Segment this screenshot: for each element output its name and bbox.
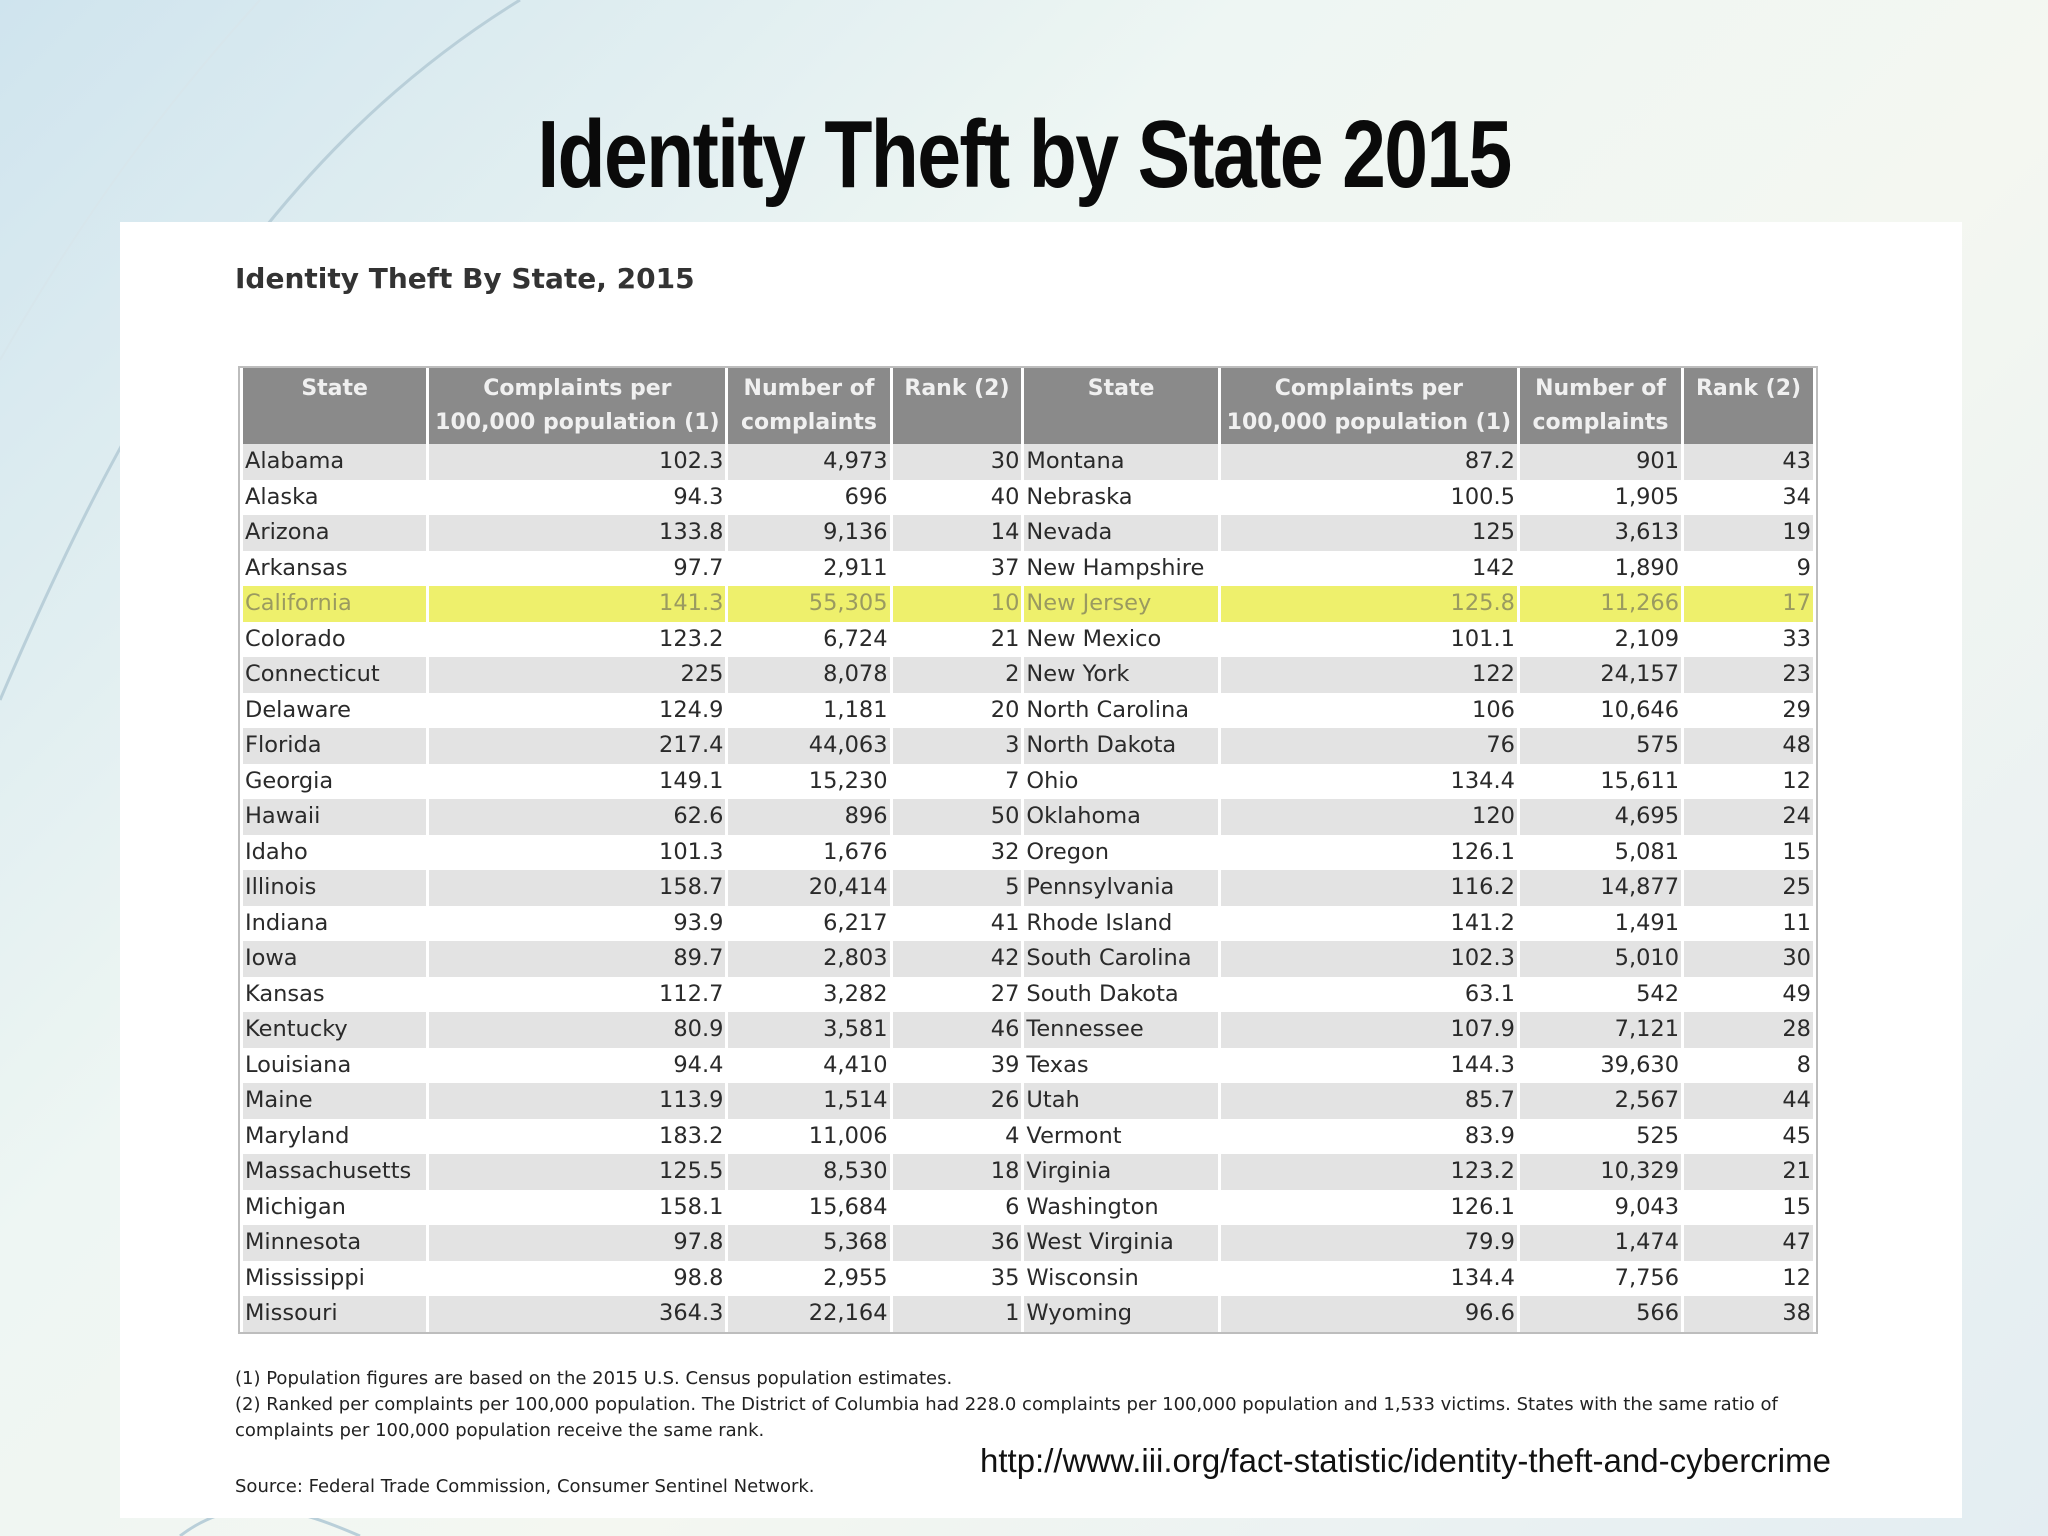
cell-complaint-count-right: 3,613 [1520, 515, 1681, 551]
cell-state-right: New Jersey [1024, 586, 1217, 622]
cell-complaints-rate-right: 141.2 [1221, 906, 1517, 942]
cell-complaint-count-left: 9,136 [728, 515, 889, 551]
cell-state-right: Nevada [1024, 515, 1217, 551]
cell-state-right: New York [1024, 657, 1217, 693]
cell-complaints-rate-right: 106 [1221, 693, 1517, 729]
cell-state-right: Wyoming [1024, 1296, 1217, 1332]
cell-rank-left: 14 [893, 515, 1022, 551]
table-row [243, 906, 1813, 942]
cell-rank-right: 30 [1684, 941, 1813, 977]
cell-rank-right: 28 [1684, 1012, 1813, 1048]
cell-rank-left: 1 [893, 1296, 1022, 1332]
cell-complaints-rate-right: 134.4 [1221, 1261, 1517, 1297]
cell-complaint-count-right: 39,630 [1520, 1048, 1681, 1084]
cell-rank-left: 10 [893, 586, 1022, 622]
cell-rank-left: 46 [893, 1012, 1022, 1048]
table-row [243, 586, 1813, 622]
cell-complaint-count-left: 4,410 [728, 1048, 889, 1084]
col-header-rank-right: Rank (2) [1684, 368, 1813, 444]
cell-rank-right: 11 [1684, 906, 1813, 942]
cell-rank-right: 23 [1684, 657, 1813, 693]
cell-complaints-rate-right: 116.2 [1221, 870, 1517, 906]
cell-state-right: Tennessee [1024, 1012, 1217, 1048]
cell-complaint-count-left: 44,063 [728, 728, 889, 764]
cell-complaints-rate-left: 217.4 [429, 728, 725, 764]
cell-complaint-count-right: 1,474 [1520, 1225, 1681, 1261]
cell-state-left: Florida [243, 728, 426, 764]
table-row [243, 444, 1813, 480]
cell-rank-left: 37 [893, 551, 1022, 587]
cell-complaint-count-left: 20,414 [728, 870, 889, 906]
table-row [243, 1190, 1813, 1226]
cell-rank-right: 33 [1684, 622, 1813, 658]
cell-rank-right: 15 [1684, 835, 1813, 871]
cell-rank-right: 45 [1684, 1119, 1813, 1155]
cell-complaint-count-left: 896 [728, 799, 889, 835]
cell-complaint-count-right: 525 [1520, 1119, 1681, 1155]
cell-complaint-count-right: 9,043 [1520, 1190, 1681, 1226]
cell-state-right: Texas [1024, 1048, 1217, 1084]
cell-complaint-count-left: 22,164 [728, 1296, 889, 1332]
cell-complaints-rate-left: 149.1 [429, 764, 725, 800]
cell-complaint-count-right: 2,567 [1520, 1083, 1681, 1119]
cell-complaints-rate-left: 123.2 [429, 622, 725, 658]
cell-complaints-rate-left: 97.7 [429, 551, 725, 587]
cell-state-left: Alaska [243, 480, 426, 516]
cell-state-right: Ohio [1024, 764, 1217, 800]
cell-complaints-rate-right: 123.2 [1221, 1154, 1517, 1190]
cell-rank-right: 15 [1684, 1190, 1813, 1226]
cell-rank-right: 44 [1684, 1083, 1813, 1119]
cell-state-left: Arkansas [243, 551, 426, 587]
cell-rank-left: 2 [893, 657, 1022, 693]
cell-complaints-rate-left: 93.9 [429, 906, 725, 942]
cell-state-right: Oklahoma [1024, 799, 1217, 835]
cell-complaint-count-right: 901 [1520, 444, 1681, 480]
cell-complaints-rate-right: 100.5 [1221, 480, 1517, 516]
cell-complaints-rate-left: 94.4 [429, 1048, 725, 1084]
cell-complaints-rate-right: 134.4 [1221, 764, 1517, 800]
cell-complaint-count-right: 24,157 [1520, 657, 1681, 693]
cell-complaint-count-right: 11,266 [1520, 586, 1681, 622]
cell-complaint-count-right: 7,756 [1520, 1261, 1681, 1297]
cell-state-left: Missouri [243, 1296, 426, 1332]
cell-rank-left: 4 [893, 1119, 1022, 1155]
cell-state-left: Kansas [243, 977, 426, 1013]
cell-complaints-rate-left: 94.3 [429, 480, 725, 516]
cell-state-left: Colorado [243, 622, 426, 658]
cell-complaint-count-left: 8,530 [728, 1154, 889, 1190]
cell-complaint-count-right: 566 [1520, 1296, 1681, 1332]
cell-complaints-rate-left: 62.6 [429, 799, 725, 835]
cell-rank-left: 42 [893, 941, 1022, 977]
cell-state-left: Illinois [243, 870, 426, 906]
cell-complaints-rate-right: 101.1 [1221, 622, 1517, 658]
cell-complaints-rate-left: 364.3 [429, 1296, 725, 1332]
cell-complaint-count-left: 11,006 [728, 1119, 889, 1155]
cell-complaints-rate-left: 80.9 [429, 1012, 725, 1048]
cell-complaint-count-left: 1,514 [728, 1083, 889, 1119]
identity-theft-table [238, 366, 1818, 1334]
table-row [243, 870, 1813, 906]
cell-complaint-count-right: 1,491 [1520, 906, 1681, 942]
cell-complaints-rate-left: 183.2 [429, 1119, 725, 1155]
cell-state-left: Idaho [243, 835, 426, 871]
cell-state-left: California [243, 586, 426, 622]
cell-complaint-count-right: 1,905 [1520, 480, 1681, 516]
cell-state-right: Virginia [1024, 1154, 1217, 1190]
cell-complaints-rate-right: 122 [1221, 657, 1517, 693]
cell-complaint-count-right: 5,010 [1520, 941, 1681, 977]
table-row [243, 480, 1813, 516]
cell-complaint-count-left: 3,581 [728, 1012, 889, 1048]
cell-complaint-count-left: 2,803 [728, 941, 889, 977]
table-row [243, 799, 1813, 835]
table-row [243, 728, 1813, 764]
table-row [243, 657, 1813, 693]
cell-rank-right: 19 [1684, 515, 1813, 551]
col-header-rank-left: Rank (2) [893, 368, 1022, 444]
cell-rank-left: 39 [893, 1048, 1022, 1084]
cell-complaint-count-right: 14,877 [1520, 870, 1681, 906]
cell-state-right: Washington [1024, 1190, 1217, 1226]
cell-rank-right: 12 [1684, 764, 1813, 800]
cell-state-right: Rhode Island [1024, 906, 1217, 942]
cell-complaint-count-right: 5,081 [1520, 835, 1681, 871]
cell-complaint-count-right: 10,329 [1520, 1154, 1681, 1190]
cell-rank-left: 7 [893, 764, 1022, 800]
cell-complaint-count-left: 2,955 [728, 1261, 889, 1297]
cell-state-left: Hawaii [243, 799, 426, 835]
cell-rank-right: 34 [1684, 480, 1813, 516]
cell-rank-left: 3 [893, 728, 1022, 764]
cell-complaints-rate-right: 126.1 [1221, 1190, 1517, 1226]
cell-complaints-rate-left: 113.9 [429, 1083, 725, 1119]
cell-complaint-count-right: 7,121 [1520, 1012, 1681, 1048]
table-header-row [243, 368, 1813, 444]
cell-state-left: Massachusetts [243, 1154, 426, 1190]
cell-state-left: Indiana [243, 906, 426, 942]
slide-title: Identity Theft by State 2015 [537, 101, 1511, 208]
table-row [243, 977, 1813, 1013]
cell-complaint-count-left: 15,684 [728, 1190, 889, 1226]
cell-complaints-rate-left: 133.8 [429, 515, 725, 551]
cell-complaints-rate-right: 125.8 [1221, 586, 1517, 622]
cell-rank-left: 41 [893, 906, 1022, 942]
col-header-state-left: State [243, 368, 426, 444]
cell-complaints-rate-right: 120 [1221, 799, 1517, 835]
col-header-complaints-rate-left: Complaints per 100,000 population (1) [429, 368, 725, 444]
cell-rank-left: 30 [893, 444, 1022, 480]
cell-complaint-count-right: 575 [1520, 728, 1681, 764]
table-row [243, 622, 1813, 658]
cell-complaint-count-left: 6,217 [728, 906, 889, 942]
cell-complaint-count-left: 1,676 [728, 835, 889, 871]
figure-panel [120, 222, 1962, 1518]
cell-rank-right: 48 [1684, 728, 1813, 764]
table-row [243, 941, 1813, 977]
footnotes [235, 1366, 1855, 1444]
cell-rank-left: 21 [893, 622, 1022, 658]
cell-complaint-count-left: 6,724 [728, 622, 889, 658]
cell-rank-left: 18 [893, 1154, 1022, 1190]
cell-state-right: North Carolina [1024, 693, 1217, 729]
cell-state-right: South Dakota [1024, 977, 1217, 1013]
cell-state-left: Kentucky [243, 1012, 426, 1048]
cell-rank-left: 27 [893, 977, 1022, 1013]
cell-state-right: New Hampshire [1024, 551, 1217, 587]
cell-state-right: Wisconsin [1024, 1261, 1217, 1297]
figure-heading: Identity Theft By State, 2015 [235, 262, 695, 295]
cell-state-right: Oregon [1024, 835, 1217, 871]
cell-state-left: Arizona [243, 515, 426, 551]
cell-state-left: Georgia [243, 764, 426, 800]
cell-complaint-count-left: 8,078 [728, 657, 889, 693]
cell-complaints-rate-right: 125 [1221, 515, 1517, 551]
cell-state-right: New Mexico [1024, 622, 1217, 658]
cell-state-left: Alabama [243, 444, 426, 480]
cell-complaints-rate-right: 96.6 [1221, 1296, 1517, 1332]
cell-complaints-rate-left: 98.8 [429, 1261, 725, 1297]
cell-rank-left: 36 [893, 1225, 1022, 1261]
cell-rank-left: 50 [893, 799, 1022, 835]
source-note: Source: Federal Trade Commission, Consumer Sentinel Network. [235, 1476, 815, 1497]
cell-state-left: Minnesota [243, 1225, 426, 1261]
cell-state-left: Maine [243, 1083, 426, 1119]
cell-complaints-rate-right: 87.2 [1221, 444, 1517, 480]
col-header-state-right: State [1024, 368, 1217, 444]
cell-complaint-count-left: 2,911 [728, 551, 889, 587]
cell-complaints-rate-right: 107.9 [1221, 1012, 1517, 1048]
cell-complaints-rate-right: 142 [1221, 551, 1517, 587]
cell-state-right: Montana [1024, 444, 1217, 480]
table-row [243, 1154, 1813, 1190]
cell-complaints-rate-left: 89.7 [429, 941, 725, 977]
cell-rank-right: 49 [1684, 977, 1813, 1013]
cell-complaints-rate-right: 144.3 [1221, 1048, 1517, 1084]
cell-state-right: North Dakota [1024, 728, 1217, 764]
cell-complaints-rate-left: 97.8 [429, 1225, 725, 1261]
cell-state-left: Mississippi [243, 1261, 426, 1297]
table-row [243, 1012, 1813, 1048]
cell-complaint-count-right: 15,611 [1520, 764, 1681, 800]
cell-complaints-rate-right: 126.1 [1221, 835, 1517, 871]
cell-complaints-rate-left: 141.3 [429, 586, 725, 622]
table-row [243, 1225, 1813, 1261]
cell-complaint-count-left: 15,230 [728, 764, 889, 800]
cell-complaint-count-left: 5,368 [728, 1225, 889, 1261]
cell-rank-right: 21 [1684, 1154, 1813, 1190]
cell-state-left: Michigan [243, 1190, 426, 1226]
table-row [243, 1048, 1813, 1084]
cell-complaints-rate-right: 79.9 [1221, 1225, 1517, 1261]
cell-complaint-count-left: 55,305 [728, 586, 889, 622]
cell-state-right: West Virginia [1024, 1225, 1217, 1261]
cell-complaints-rate-right: 83.9 [1221, 1119, 1517, 1155]
cell-complaint-count-left: 696 [728, 480, 889, 516]
cell-complaints-rate-left: 225 [429, 657, 725, 693]
cell-complaints-rate-left: 101.3 [429, 835, 725, 871]
cell-state-left: Delaware [243, 693, 426, 729]
table-row [243, 1119, 1813, 1155]
footnote-1: (1) Population figures are based on the 2015 U.S. Census population estimates. [235, 1368, 953, 1389]
cell-complaints-rate-left: 125.5 [429, 1154, 725, 1190]
table-row [243, 835, 1813, 871]
cell-rank-right: 38 [1684, 1296, 1813, 1332]
cell-complaint-count-left: 3,282 [728, 977, 889, 1013]
cell-rank-right: 12 [1684, 1261, 1813, 1297]
cell-state-right: Pennsylvania [1024, 870, 1217, 906]
table-row [243, 1083, 1813, 1119]
cell-state-left: Iowa [243, 941, 426, 977]
cell-state-left: Louisiana [243, 1048, 426, 1084]
cell-complaints-rate-left: 158.7 [429, 870, 725, 906]
cell-rank-right: 29 [1684, 693, 1813, 729]
cell-state-right: Vermont [1024, 1119, 1217, 1155]
cell-state-left: Maryland [243, 1119, 426, 1155]
table-row [243, 551, 1813, 587]
cell-complaints-rate-left: 124.9 [429, 693, 725, 729]
source-url[interactable]: http://www.iii.org/fact-statistic/identity-theft-and-cybercrime [980, 1442, 1831, 1479]
cell-complaints-rate-right: 63.1 [1221, 977, 1517, 1013]
cell-rank-right: 8 [1684, 1048, 1813, 1084]
cell-complaint-count-right: 10,646 [1520, 693, 1681, 729]
cell-rank-left: 32 [893, 835, 1022, 871]
cell-complaint-count-right: 542 [1520, 977, 1681, 1013]
cell-complaint-count-right: 4,695 [1520, 799, 1681, 835]
cell-complaint-count-right: 1,890 [1520, 551, 1681, 587]
cell-complaints-rate-right: 85.7 [1221, 1083, 1517, 1119]
cell-complaints-rate-left: 112.7 [429, 977, 725, 1013]
cell-complaints-rate-right: 102.3 [1221, 941, 1517, 977]
cell-complaint-count-left: 4,973 [728, 444, 889, 480]
cell-rank-left: 40 [893, 480, 1022, 516]
cell-rank-left: 20 [893, 693, 1022, 729]
cell-rank-right: 17 [1684, 586, 1813, 622]
cell-rank-right: 24 [1684, 799, 1813, 835]
cell-state-left: Connecticut [243, 657, 426, 693]
cell-rank-left: 6 [893, 1190, 1022, 1226]
table-row [243, 515, 1813, 551]
table-row [243, 1296, 1813, 1332]
cell-state-right: Utah [1024, 1083, 1217, 1119]
cell-complaint-count-left: 1,181 [728, 693, 889, 729]
table-row [243, 1261, 1813, 1297]
table-row [243, 693, 1813, 729]
table-body [243, 444, 1813, 1332]
cell-rank-right: 43 [1684, 444, 1813, 480]
cell-rank-right: 9 [1684, 551, 1813, 587]
cell-rank-right: 47 [1684, 1225, 1813, 1261]
cell-complaint-count-right: 2,109 [1520, 622, 1681, 658]
col-header-count-left: Number of complaints [728, 368, 889, 444]
col-header-count-right: Number of complaints [1520, 368, 1681, 444]
cell-rank-left: 5 [893, 870, 1022, 906]
cell-rank-left: 26 [893, 1083, 1022, 1119]
cell-complaints-rate-left: 102.3 [429, 444, 725, 480]
col-header-complaints-rate-right: Complaints per 100,000 population (1) [1221, 368, 1517, 444]
table-row [243, 764, 1813, 800]
cell-rank-right: 25 [1684, 870, 1813, 906]
cell-rank-left: 35 [893, 1261, 1022, 1297]
cell-state-right: Nebraska [1024, 480, 1217, 516]
footnote-2: (2) Ranked per complaints per 100,000 population. The District of Columbia had 228.0 complaints per 100,000 population and 1,533 victims. States with the same ratio of complaints per 100,000 population receive the same rank. [235, 1394, 1778, 1441]
cell-complaints-rate-left: 158.1 [429, 1190, 725, 1226]
cell-complaints-rate-right: 76 [1221, 728, 1517, 764]
cell-state-right: South Carolina [1024, 941, 1217, 977]
